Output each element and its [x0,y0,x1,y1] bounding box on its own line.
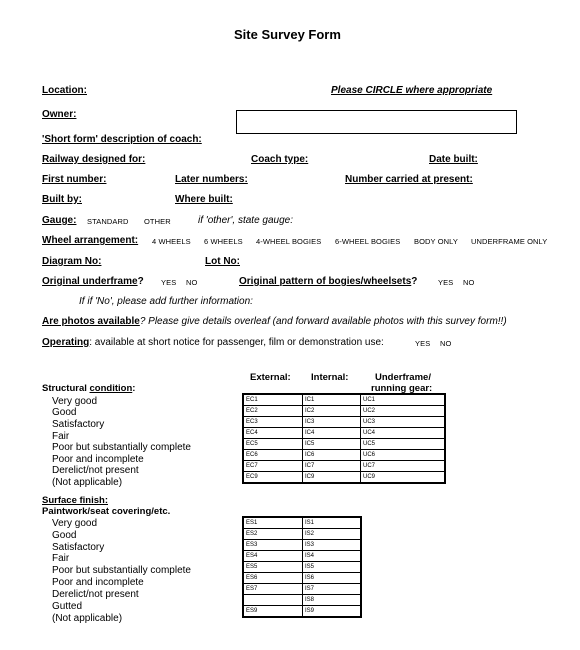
operating-note: : available at short notice for passenger, film or demonstration use: [89,337,384,348]
photos-row [42,316,507,328]
surface-codes-table [242,516,362,618]
code-cell[interactable]: IS7 [303,584,362,595]
original-underframe-label: Original underframe [42,276,138,287]
table-row [243,573,361,584]
code-cell[interactable]: IS3 [303,540,362,551]
wheel-option[interactable]: 6 WHEELS [204,237,243,246]
owner-field[interactable] [236,110,517,134]
diagram-no-label: Diagram No: [42,256,102,267]
railway-label: Railway designed for: [42,154,146,165]
condition-item: Poor but substantially complete [52,565,191,576]
wheel-option[interactable]: 4-WHEEL BOGIES [256,237,322,246]
col-underframe-header-2: running gear: [371,383,433,394]
condition-item: Gutted [52,601,83,612]
table-row [243,450,445,461]
if-no-note: If if 'No', please add further information: [79,296,253,307]
original-underframe-row: Original underframe? [42,276,144,287]
later-numbers-label: Later numbers: [175,174,248,185]
code-cell[interactable]: UC9 [361,472,446,484]
code-cell[interactable]: IC3 [303,417,361,428]
condition-item: Good [52,407,77,418]
table-row [243,428,445,439]
structural-heading: Structural condition: [42,383,136,394]
condition-item: Poor but substantially complete [52,442,191,453]
code-cell[interactable]: UC6 [361,450,446,461]
table-row [243,529,361,540]
condition-item: Good [52,530,77,541]
code-cell[interactable]: ES3 [243,540,303,551]
code-cell[interactable]: EC7 [243,461,303,472]
code-cell[interactable]: IC9 [303,472,361,484]
underframe-no-option[interactable]: NO [186,278,198,287]
code-cell[interactable]: EC4 [243,428,303,439]
table-row [243,472,445,484]
page-title: Site Survey Form [234,27,341,42]
short-form-label: 'Short form' description of coach: [42,134,202,145]
original-pattern-label: Original pattern of bogies/wheelsets [239,276,412,287]
pattern-yes-option[interactable]: YES [438,278,454,287]
condition-item: Fair [52,431,70,442]
condition-item: Poor and incomplete [52,577,144,588]
surface-subheading: Paintwork/seat covering/etc. [42,506,171,517]
coach-type-label: Coach type: [251,154,309,165]
table-row [243,551,361,562]
if-no-note-text: if 'No', please add further information: [87,296,253,307]
code-cell[interactable]: UC5 [361,439,446,450]
code-cell[interactable]: UC7 [361,461,446,472]
pattern-no-option[interactable]: NO [463,278,475,287]
where-built-label: Where built: [175,194,233,205]
code-cell[interactable]: IC7 [303,461,361,472]
code-cell[interactable]: IS5 [303,562,362,573]
code-cell[interactable]: IS9 [303,606,362,618]
underframe-yes-option[interactable]: YES [161,278,177,287]
operating-label: Operating [42,337,90,348]
code-cell[interactable]: EC6 [243,450,303,461]
table-row [243,461,445,472]
code-cell[interactable]: IC1 [303,394,361,406]
condition-item: (Not applicable) [52,477,123,488]
wheel-arrangement-label: Wheel arrangement: [42,235,139,246]
code-cell[interactable]: ES9 [243,606,303,618]
owner-label: Owner: [42,109,77,120]
table-row [243,517,361,529]
condition-item: Very good [52,396,98,407]
code-cell[interactable]: ES1 [243,517,303,529]
code-cell[interactable]: IC5 [303,439,361,450]
code-cell[interactable]: UC3 [361,417,446,428]
code-cell[interactable]: EC2 [243,406,303,417]
code-cell[interactable]: UC2 [361,406,446,417]
col-external-header: External: [250,372,291,383]
col-underframe-header-1: Underframe/ [375,372,431,383]
code-cell[interactable]: ES6 [243,573,303,584]
table-row [243,595,361,606]
condition-item: Derelict/not present [52,589,139,600]
operating-no-option[interactable]: NO [440,339,452,348]
number-carried-label: Number carried at present: [345,174,473,185]
code-cell[interactable]: ES5 [243,562,303,573]
table-row [243,417,445,428]
operating-row [42,337,384,349]
condition-item: (Not applicable) [52,613,123,624]
table-row [243,394,445,406]
col-internal-header: Internal: [311,372,349,383]
table-row [243,439,445,450]
wheel-option[interactable]: BODY ONLY [414,237,458,246]
code-cell[interactable]: IC6 [303,450,361,461]
structural-heading-text: condition [89,383,133,394]
code-cell[interactable]: EC3 [243,417,303,428]
structural-codes-table [242,393,446,484]
table-row [243,606,361,618]
wheel-option[interactable]: UNDERFRAME ONLY [471,237,548,246]
lot-no-label: Lot No: [205,256,240,267]
code-cell[interactable]: EC9 [243,472,303,484]
condition-item: Very good [52,518,98,529]
surface-heading: Surface finish: [42,495,108,506]
code-cell[interactable]: IS1 [303,517,362,529]
first-number-label: First number: [42,174,107,185]
table-row [243,540,361,551]
wheel-option[interactable]: 4 WHEELS [152,237,191,246]
circle-note: Please CIRCLE where appropriate [331,85,493,96]
gauge-label: Gauge: [42,215,77,226]
condition-item: Poor and incomplete [52,454,144,465]
photos-label: Are photos available [42,316,140,327]
condition-item: Satisfactory [52,419,105,430]
code-cell[interactable]: IC4 [303,428,361,439]
code-cell[interactable]: ES7 [243,584,303,595]
code-cell[interactable]: UC4 [361,428,446,439]
original-pattern-row: Original pattern of bogies/wheelsets? [239,276,418,287]
gauge-option-standard[interactable]: STANDARD [87,217,129,226]
date-built-label: Date built: [429,154,478,165]
code-cell[interactable]: UC1 [361,394,446,406]
photos-note: ? Please give details overleaf (and forward available photos with this survey form!!) [139,316,507,327]
condition-item: Fair [52,553,70,564]
code-cell[interactable]: IC2 [303,406,361,417]
location-label: Location: [42,85,87,96]
table-row [243,406,445,417]
code-cell[interactable]: EC5 [243,439,303,450]
code-cell[interactable]: ES2 [243,529,303,540]
table-row [243,562,361,573]
condition-item: Derelict/not present [52,465,139,476]
gauge-note: if 'other', state gauge: [198,215,293,226]
code-cell[interactable]: IS6 [303,573,362,584]
code-cell[interactable]: IS8 [303,595,362,606]
table-row [243,584,361,595]
built-by-label: Built by: [42,194,82,205]
gauge-option-other[interactable]: OTHER [144,217,171,226]
code-cell[interactable]: IS4 [303,551,362,562]
operating-yes-option[interactable]: YES [415,339,431,348]
code-cell[interactable]: ES4 [243,551,303,562]
code-cell[interactable]: EC1 [243,394,303,406]
code-cell[interactable] [243,595,303,606]
condition-item: Satisfactory [52,542,105,553]
code-cell[interactable]: IS2 [303,529,362,540]
wheel-option[interactable]: 6-WHEEL BOGIES [335,237,401,246]
